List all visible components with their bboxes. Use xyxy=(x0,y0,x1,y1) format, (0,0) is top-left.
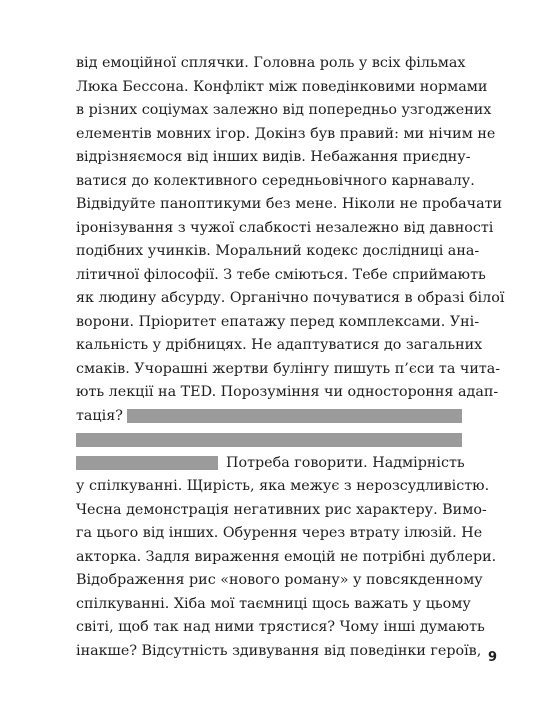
text-fragment: Потреба говорити. Надмірність xyxy=(226,454,465,471)
text-line: ворони. Пріоритет епатажу перед комплексами. Уні- xyxy=(76,313,480,330)
text-line: відрізняємося від інших видів. Небажання приєдну- xyxy=(76,149,471,165)
redacted-line-end xyxy=(76,452,465,476)
text-line: спілкуванні. Хіба мої таємниці щось важать у цьому xyxy=(76,595,471,612)
text-line: Чесна демонстрація негативних рис характеру. Вимо- xyxy=(76,501,487,518)
text-line: подібних учинків. Моральний кодекс дослідниці ана- xyxy=(76,243,480,259)
text-line: у спілкуванні. Щирість, яка межує з нерозсудливістю. xyxy=(76,478,490,494)
text-line: акторка. Задля вираження емоцій не потрібні дублери. xyxy=(76,548,497,565)
text-line: іронізування з чужої слабкості незалежно від давності xyxy=(76,219,494,236)
body-text xyxy=(76,52,505,663)
text-line: га цього від інших. Обурення через втрату ілюзій. Не xyxy=(76,525,483,541)
text-line: елементів мовних ігор. Докінз був правий: ми нічим не xyxy=(76,125,496,142)
text-line: літичної філософії. З тебе сміються. Тебе сприймають xyxy=(76,266,486,283)
text-line: Люка Бессона. Конфлікт між поведінковими нормами xyxy=(76,78,488,95)
page-number: 9 xyxy=(488,650,498,665)
text-line: як людину абсурду. Органічно почуватися в образі білої xyxy=(76,290,505,306)
redacted-line-start xyxy=(76,405,462,429)
text-line: від емоційної сплячки. Головна роль у всіх фільмах xyxy=(76,55,466,71)
text-line: інакше? Відсутність здивування від поведінки героїв, xyxy=(76,642,482,659)
redaction-bar xyxy=(76,456,218,470)
text-line: світі, щоб так над ними трястися? Чому інші думають xyxy=(76,619,485,635)
text-line: Відвідуйте паноптикуми без мене. Ніколи не пробачати xyxy=(76,196,503,212)
text-fragment: тація? xyxy=(76,407,123,424)
text-line: ють лекції на TED. Порозуміння чи одностороння адап- xyxy=(76,384,499,400)
redacted-line-full xyxy=(76,428,462,452)
text-line: смаків. Учорашні жертви булінгу пишуть п’єси та чита- xyxy=(76,360,501,377)
redaction-bar xyxy=(76,433,462,447)
redaction-bar xyxy=(127,409,462,423)
text-line: кальність у дрібницях. Не адаптуватися до загальних xyxy=(76,337,483,353)
text-line: ватися до колективного середньовічного карнавалу. xyxy=(76,172,475,189)
text-line: в різних соціумах залежно від попередньо узгоджених xyxy=(76,102,492,118)
text-line: Відображення рис «нового роману» у повсякденному xyxy=(76,572,483,588)
